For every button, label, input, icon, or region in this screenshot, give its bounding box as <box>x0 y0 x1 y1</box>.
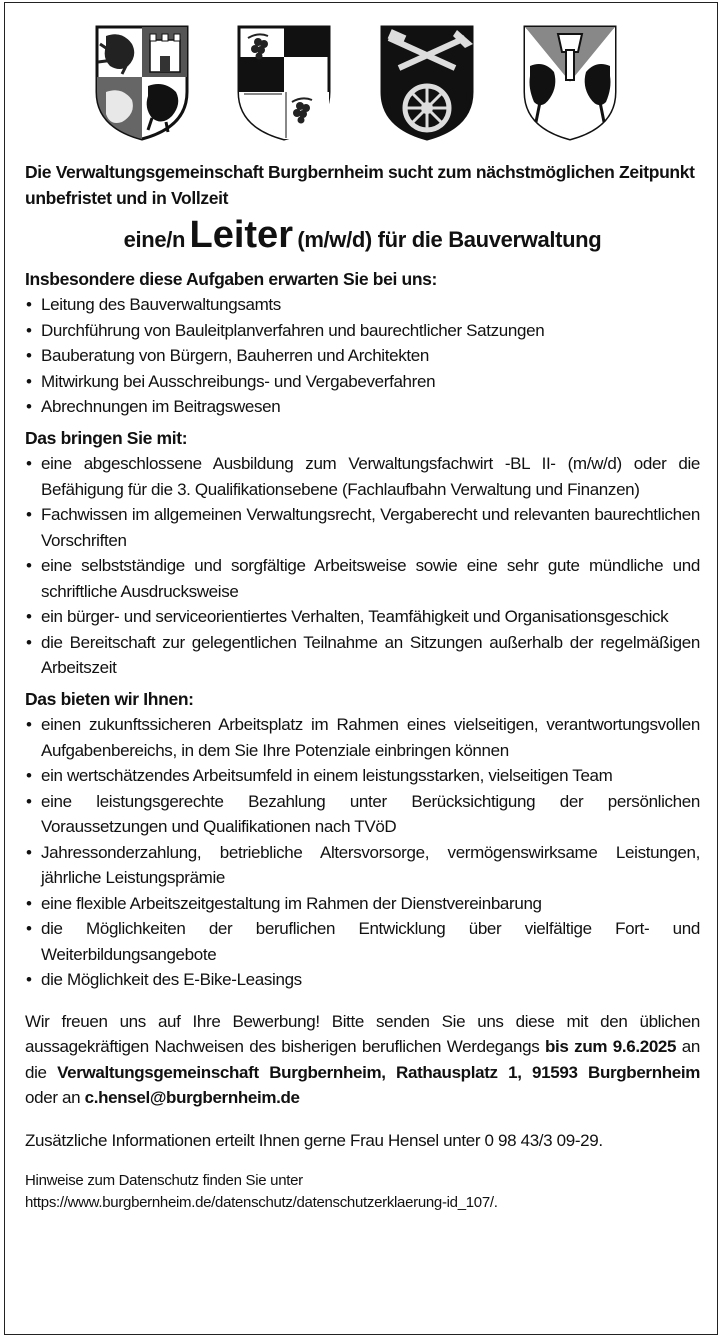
intro-text: Die Verwaltungsgemeinschaft Burgbernheim sucht zum nächstmöglichen Zeitpunkt unbefristet und in Vollzeit <box>25 162 695 208</box>
contact-email: c.hensel@burgbernheim.de <box>84 1088 300 1107</box>
list-item: • eine selbstständige und sorgfältige Arbeitsweise sowie eine sehr gute mündliche und schriftliche Ausdrucksweise <box>25 553 700 604</box>
municipal-crests <box>0 22 724 142</box>
list-item: • die Bereitschaft zur gelegentlichen Teilnahme an Sitzungen außerhalb der regelmäßigen Arbeitszeit <box>25 630 700 681</box>
privacy-note: Hinweise zum Datenschutz finden Sie unter https://www.burgbernheim.de/datenschutz/datenschutzerklaerung-id_107/. <box>25 1172 498 1211</box>
list-item: • eine abgeschlossene Ausbildung zum Verwaltungsfachwirt -BL II- (m/w/d) oder die Befähigung für die 3. Qualifikationsebene (Fachlaufbahn Verwaltung und Finanzen) <box>25 451 700 502</box>
tasks-section <box>25 267 700 420</box>
eagle-castle-lion-crest-icon <box>92 22 192 142</box>
checkered-grapes-crest-icon <box>234 22 334 142</box>
list-item: • Jahressonderzahlung, betriebliche Altersvorsorge, vermögenswirksame Leistungen, jährliche Leistungsprämie <box>25 840 700 891</box>
contact-info: Zusätzliche Informationen erteilt Ihnen gerne Frau Hensel unter 0 98 43/3 09-29. <box>25 1130 603 1150</box>
tools-wheel-crest-icon <box>377 22 477 142</box>
list-item: • Abrechnungen im Beitragswesen <box>25 394 700 420</box>
application-deadline: bis zum 9.6.2025 <box>545 1037 677 1056</box>
closing-text-3: oder an <box>25 1088 85 1107</box>
list-item: • ein bürger- und serviceorientiertes Verhalten, Teamfähigkeit und Organisationsgeschick <box>25 604 700 630</box>
tasks-heading: Insbesondere diese Aufgaben erwarten Sie bei uns: <box>25 268 438 289</box>
list-item: • eine leistungsgerechte Bezahlung unter Berücksichtigung der persönlichen Voraussetzungen und Qualifikationen nach TVöD <box>25 789 700 840</box>
list-item: • Mitwirkung bei Ausschreibungs- und Vergabeverfahren <box>25 369 700 395</box>
job-title-suffix: (m/w/d) für die Bauverwaltung <box>297 227 602 252</box>
requirements-heading: Das bringen Sie mit: <box>25 427 188 448</box>
offer-heading: Das bieten wir Ihnen: <box>25 688 194 709</box>
job-title-prefix: eine/n <box>123 227 186 252</box>
list-item: • die Möglichkeit des E-Bike-Leasings <box>25 967 700 993</box>
requirements-section <box>25 426 700 681</box>
offer-list <box>25 712 700 993</box>
tasks-list <box>25 292 700 420</box>
list-item: • Fachwissen im allgemeinen Verwaltungsrecht, Vergaberecht und relevanten baurechtlichen Vorschriften <box>25 502 700 553</box>
job-title <box>25 214 700 256</box>
postal-address: Verwaltungsgemeinschaft Burgbernheim, Rathausplatz 1, 91593 Burgbernheim <box>57 1062 701 1082</box>
closing-text-1: Wir freuen uns auf Ihre Bewerbung! Bitte senden Sie uns diese mit den üblichen aussagekräftigen Nachweisen des bisherigen beruflichen Werdegangs <box>25 1011 700 1056</box>
list-item: • einen zukunftssicheren Arbeitsplatz im Rahmen eines vielseitigen, verantwortungsvollen Aufgabenbereichs, in dem Sie Ihre Potenziale einbringen können <box>25 712 700 763</box>
offer-section <box>25 687 700 993</box>
closing-paragraph <box>25 1009 700 1111</box>
requirements-list <box>25 451 700 681</box>
eagles-axe-crest-icon <box>520 22 620 142</box>
list-item: • Leitung des Bauverwaltungsamts <box>25 292 700 318</box>
list-item: • Bauberatung von Bürgern, Bauherren und Architekten <box>25 343 700 369</box>
list-item: • die Möglichkeiten der beruflichen Entwicklung über vielfältige Fort- und Weiterbildungsangebote <box>25 916 700 967</box>
list-item: • eine flexible Arbeitszeitgestaltung im Rahmen der Dienstvereinbarung <box>25 891 700 917</box>
job-ad-body <box>25 160 700 1229</box>
job-title-main: Leiter <box>189 214 293 256</box>
list-item: • Durchführung von Bauleitplanverfahren und baurechtlicher Satzungen <box>25 318 700 344</box>
list-item: • ein wertschätzendes Arbeitsumfeld in einem leistungsstarken, vielseitigen Team <box>25 763 700 789</box>
closing-text-2: an die <box>25 1037 700 1082</box>
